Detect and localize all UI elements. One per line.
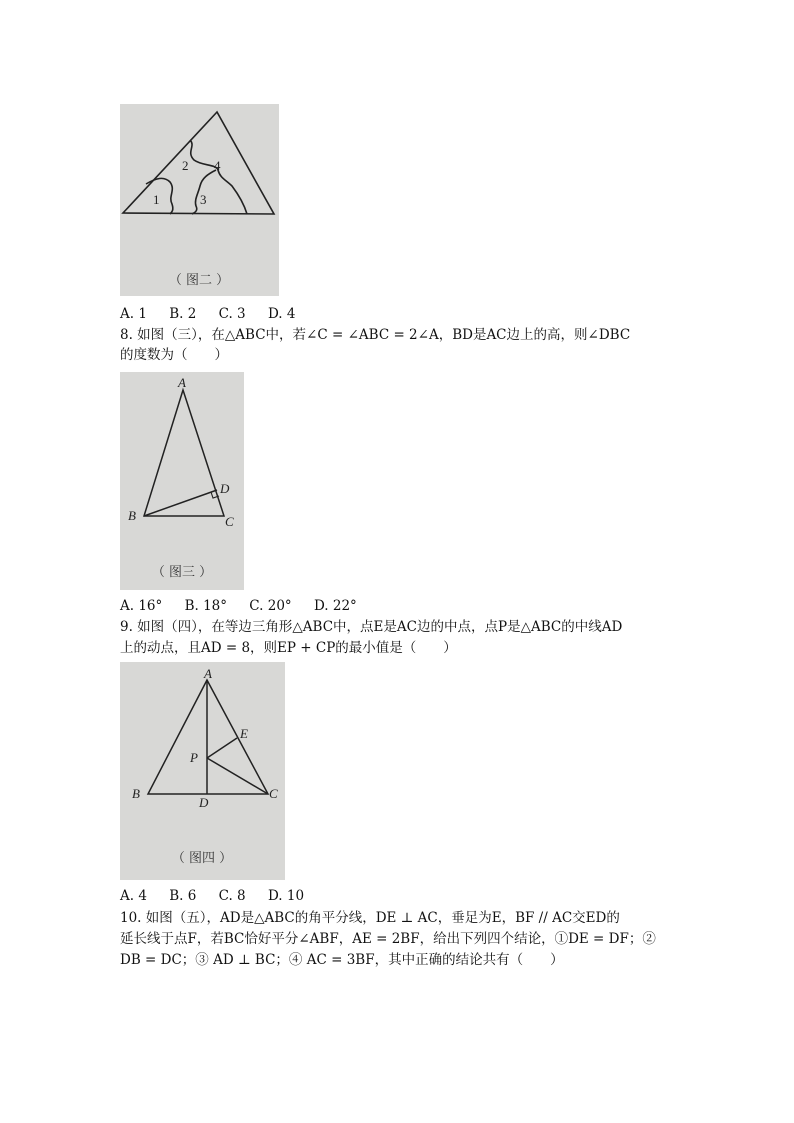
q9-text-line-1: 9. 如图（四），在等边三角形△ABC中，点E是AC边的中点，点P是△ABC的中线AD: [120, 619, 623, 635]
q8-option-b[interactable]: B. 18°: [184, 598, 227, 614]
q9-options: [120, 887, 322, 905]
q8-text-line-2: 的度数为（ ）: [120, 347, 228, 363]
point-label-b: B: [128, 508, 136, 523]
point-label-b: B: [132, 786, 140, 801]
figure-2: [120, 104, 279, 296]
q7-options: [120, 305, 313, 323]
q8-text-line-1: 8. 如图（三），在△ABC中，若∠C = ∠ABC = 2∠A，BD是AC边上的高，则∠DBC: [120, 327, 631, 343]
region-label-2: 2: [182, 158, 189, 173]
point-label-a: A: [204, 666, 212, 681]
q10-text-line-2: 延长线于点F，若BC恰好平分∠ABF，AE = 2BF，给出下列四个结论，①DE = DF；②: [120, 931, 656, 947]
figure-2-diagram: [120, 104, 279, 296]
q9-text-line-2: 上的动点，且AD = 8，则EP + CP的最小值是（ ）: [120, 640, 457, 656]
point-label-e: E: [240, 726, 248, 741]
figure-4-caption: （ 图四 ）: [171, 851, 233, 866]
figure-3: [120, 372, 244, 590]
q8-option-a[interactable]: A. 16°: [120, 598, 163, 614]
q8-option-c[interactable]: C. 20°: [249, 598, 292, 614]
point-label-d: D: [199, 795, 209, 810]
region-label-1: 1: [153, 192, 160, 207]
point-label-a: A: [178, 375, 186, 390]
point-label-c: C: [269, 786, 278, 801]
q8-option-d[interactable]: D. 22°: [313, 598, 357, 614]
figure-3-caption: （ 图三 ）: [151, 565, 213, 580]
q10-text-line-3: DB = DC；③ AD ⊥ BC；④ AC = 3BF，其中正确的结论共有（ ）: [120, 952, 564, 968]
q9-option-b[interactable]: B. 6: [169, 888, 197, 904]
q8-options: [120, 597, 375, 615]
q9-option-a[interactable]: A. 4: [120, 888, 147, 904]
point-label-p: P: [190, 750, 198, 765]
q7-option-a[interactable]: A. 1: [120, 306, 147, 322]
q7-option-c[interactable]: C. 3: [218, 306, 246, 322]
figure-3-diagram: [120, 372, 244, 590]
q9-option-c[interactable]: C. 8: [218, 888, 246, 904]
point-label-d: D: [220, 481, 230, 496]
q7-option-b[interactable]: B. 2: [169, 306, 197, 322]
figure-2-caption: （ 图二 ）: [168, 273, 230, 288]
figure-4-diagram: [120, 662, 285, 880]
q9-option-d[interactable]: D. 10: [267, 888, 305, 904]
region-label-4: 4: [214, 158, 221, 173]
region-label-3: 3: [200, 192, 207, 207]
point-label-c: C: [225, 514, 234, 529]
q7-option-d[interactable]: D. 4: [267, 306, 296, 322]
q10-text-line-1: 10. 如图（五），AD是△ABC的角平分线，DE ⊥ AC，垂足为E，BF // AC交ED的: [120, 910, 620, 926]
figure-4: [120, 662, 285, 880]
